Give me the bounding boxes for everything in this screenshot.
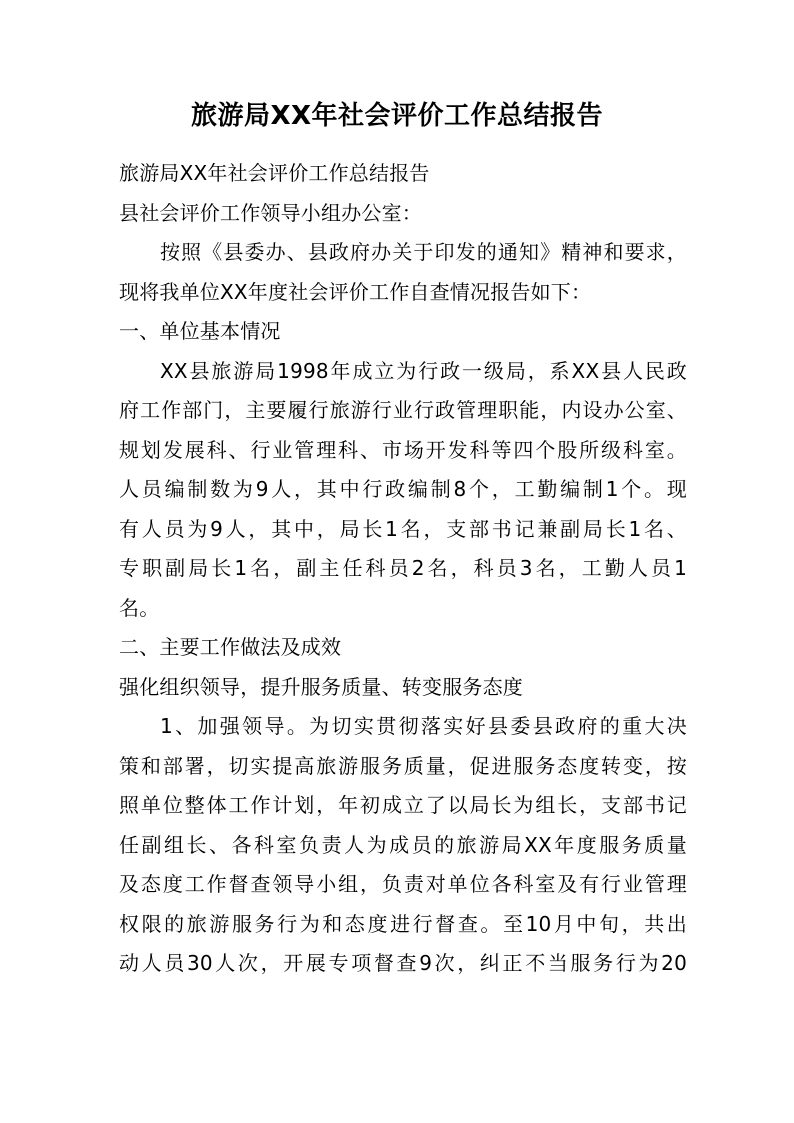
subsection-heading: 强化组织领导，提升服务质量、转变服务态度 xyxy=(119,674,523,699)
paragraph-line: 权限的旅游服务行为和态度进行督查。至10月中旬，共出 xyxy=(119,911,687,936)
paragraph-line: 照单位整体工作计划，年初成立了以局长为组长，支部书记 xyxy=(119,793,687,817)
paragraph-line: 府工作部门，主要履行旅游行业行政管理职能，内设办公室、 xyxy=(119,398,687,422)
paragraph-line: 1、加强领导。为切实贯彻落实好县委县政府的重大决 xyxy=(160,714,687,738)
paragraph-line: 人员编制数为9人，其中行政编制8个，工勤编制1个。现 xyxy=(119,477,687,501)
paragraph-line: 专职副局长1名，副主任科员2名，科员3名，工勤人员1 xyxy=(119,556,687,580)
paragraph-line: 策和部署，切实提高旅游服务质量，促进服务态度转变，按 xyxy=(119,753,687,778)
document-body xyxy=(119,154,687,984)
paragraph-line: 及态度工作督查领导小组，负责对单位各科室及有行业管理 xyxy=(119,872,687,896)
paragraph-line: 规划发展科、行业管理科、市场开发科等四个股所级科室。 xyxy=(119,437,687,462)
subtitle-line: 旅游局XX年社会评价工作总结报告 xyxy=(119,161,430,185)
paragraph-line: XX县旅游局1998年成立为行政一级局，系XX县人民政 xyxy=(160,358,687,383)
paragraph-line: 现将我单位XX年度社会评价工作自查情况报告如下： xyxy=(119,279,592,304)
section-heading: 一、单位基本情况 xyxy=(119,319,281,343)
section-heading: 二、主要工作做法及成效 xyxy=(119,635,342,659)
paragraph-line: 任副组长、各科室负责人为成员的旅游局XX年度服务质量 xyxy=(119,832,687,857)
document-title: 旅游局XX年社会评价工作总结报告 xyxy=(190,101,604,131)
paragraph-line: 有人员为9人，其中，局长1名，支部书记兼副局长1名、 xyxy=(119,516,687,541)
paragraph-line: 名。 xyxy=(119,595,160,620)
addressee-line: 县社会评价工作领导小组办公室： xyxy=(119,200,422,225)
paragraph-line: 动人员30人次，开展专项督查9次，纠正不当服务行为20 xyxy=(119,951,687,975)
paragraph-line: 按照《县委办、县政府办关于印发的通知》精神和要求， xyxy=(160,240,687,264)
